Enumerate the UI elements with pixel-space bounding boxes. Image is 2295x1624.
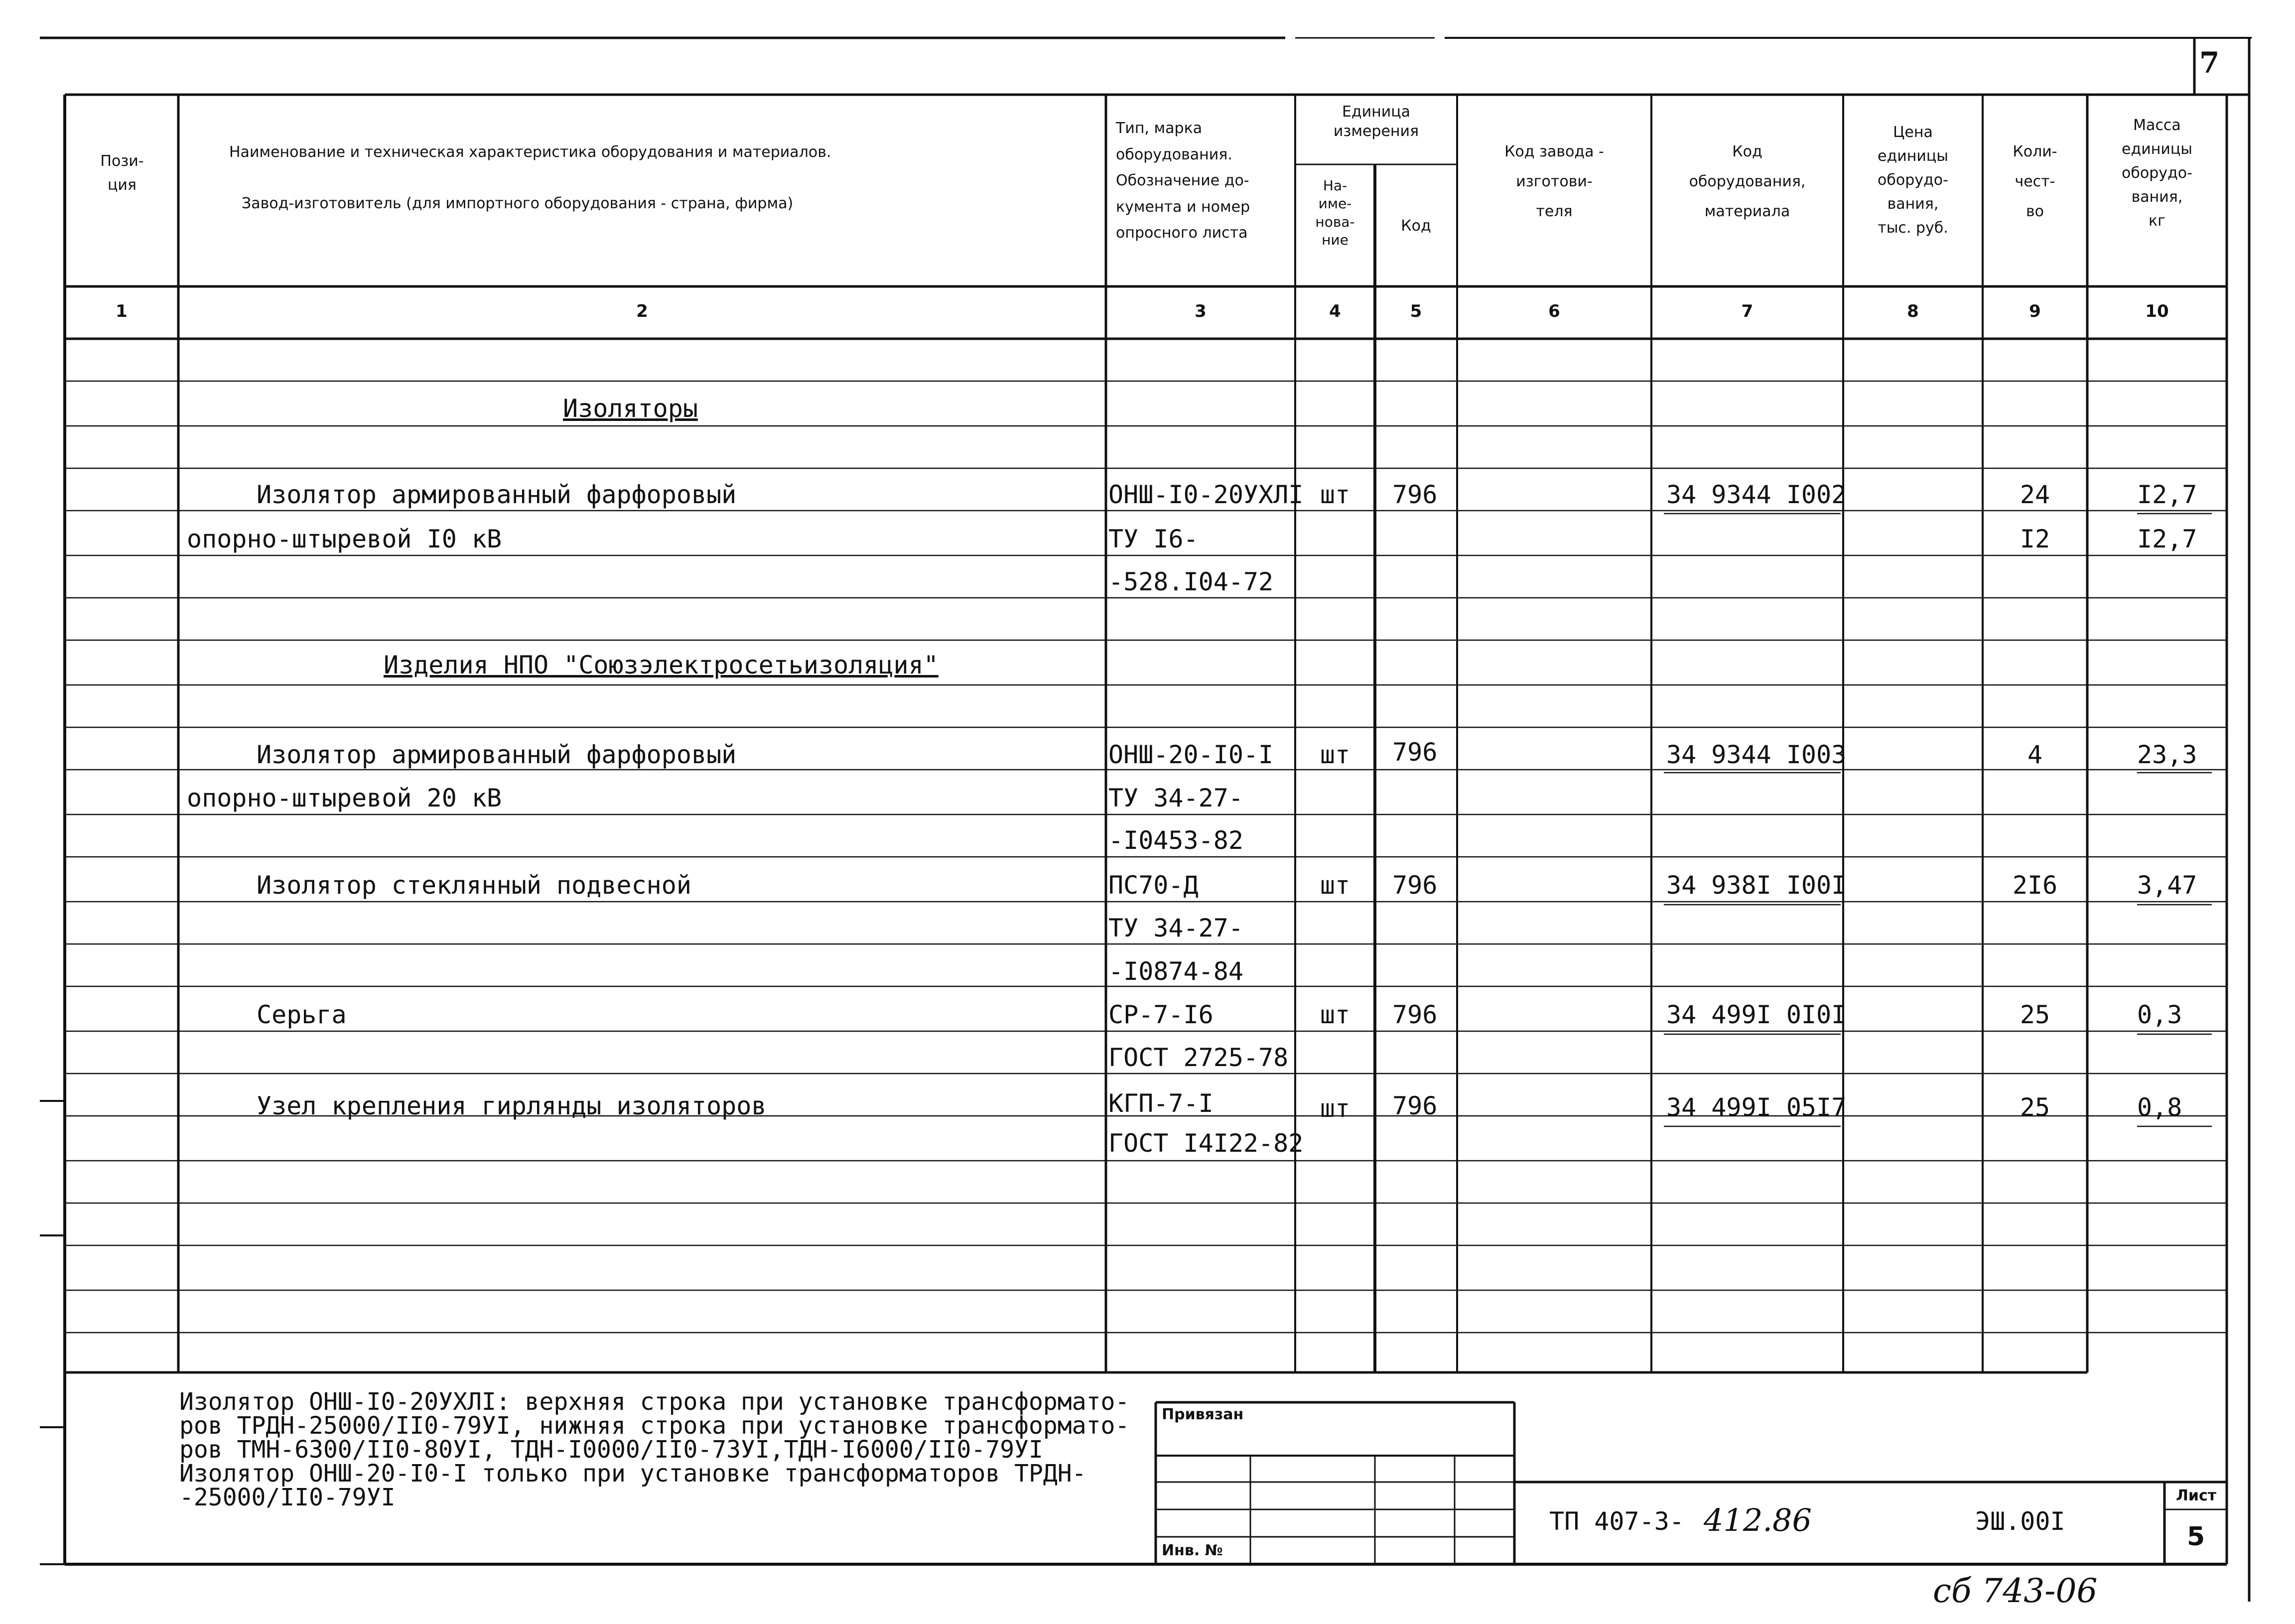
row10-code: 34 499I 0I0I <box>1666 1000 1847 1029</box>
header-position: Пози- ция <box>100 152 144 194</box>
header-type: Тип, марка оборудования. Обозначение до- кумента и номер опросного листа <box>1116 120 1250 242</box>
header-factory-code: Код завода - изготови- теля <box>1504 143 1604 220</box>
col-number-4: 4 <box>1329 301 1341 321</box>
row4-mass: 23,3 <box>2137 740 2197 769</box>
row12-qty: 25 <box>2020 1093 2050 1122</box>
section-heading-npo: Изделия НПО "Союзэлектросетьизоляция" <box>384 651 939 679</box>
doc-code: ТП 407-3- <box>1549 1507 1684 1536</box>
row7-unit-code: 796 <box>1392 871 1438 900</box>
row9-type: -I0874-84 <box>1108 957 1243 986</box>
col-number-5: 5 <box>1410 301 1422 321</box>
row4-qty: 4 <box>2027 740 2043 769</box>
row4-unit-code: 796 <box>1392 738 1438 767</box>
col-number-2: 2 <box>636 301 648 321</box>
row1-type: ОНШ-I0-20УХЛI <box>1108 480 1304 509</box>
row7-mass: 3,47 <box>2137 871 2197 900</box>
row12-name: Узел крепления гирлянды изоляторов <box>257 1091 767 1120</box>
row4-code: 34 9344 I003 <box>1666 740 1847 769</box>
footer-handwritten-note: сб 743-06 <box>1933 1572 2098 1610</box>
page-number: 7 <box>2199 46 2220 80</box>
row7-code: 34 938I I00I <box>1666 871 1847 900</box>
row2-name: опорно-штыревой I0 кВ <box>187 525 502 553</box>
header-price: Цена единицы оборудо- вания, тыс. руб. <box>1878 124 1948 237</box>
row12-mass: 0,8 <box>2137 1093 2182 1122</box>
header-name-line1: Наименование и техническая характеристика оборудования и материалов. <box>229 143 831 161</box>
col-number-8: 8 <box>1907 301 1919 321</box>
row13-type: ГОСТ I4I22-82 <box>1108 1129 1304 1158</box>
row12-type: КГП-7-I <box>1108 1089 1214 1118</box>
note-line-4: Изолятор ОНШ-20-I0-I только при установке трансформаторов ТРДН- <box>179 1460 1086 1488</box>
row11-type: ГОСТ 2725-78 <box>1108 1043 1289 1072</box>
row12-code: 34 499I 05I7 <box>1666 1093 1847 1122</box>
row1-code: 34 9344 I002 <box>1666 480 1847 509</box>
row10-name: Серьга <box>257 1000 347 1029</box>
sheet-list-label: Лист <box>2176 1487 2217 1504</box>
row1-unit-code: 796 <box>1392 480 1438 509</box>
sheet-list-number: 5 <box>2187 1522 2205 1552</box>
sheet-code: ЭШ.00I <box>1975 1507 2065 1536</box>
row2-type: ТУ I6- <box>1108 525 1199 553</box>
row5-name: опорно-штыревой 20 кВ <box>187 784 502 812</box>
row1-unit: шт <box>1320 480 1350 509</box>
row7-unit: шт <box>1320 871 1350 900</box>
row5-type: ТУ 34-27- <box>1108 784 1243 812</box>
row4-name: Изолятор армированный фарфоровый <box>257 740 737 769</box>
row10-unit-code: 796 <box>1392 1000 1438 1029</box>
col-number-10: 10 <box>2145 301 2169 321</box>
row12-unit: шт <box>1320 1094 1350 1123</box>
col-number-7: 7 <box>1741 301 1754 321</box>
row7-type: ПС70-Д <box>1108 871 1199 900</box>
note-line-2: ров ТРДН-25000/II0-79УI, нижняя строка при установке трансформато- <box>179 1412 1130 1440</box>
note-line-3: ров ТМН-6300/II0-80УI, ТДН-I0000/II0-73УI,ТДН-I6000/II0-79УI <box>179 1436 1043 1464</box>
row2-mass: I2,7 <box>2137 525 2197 553</box>
section-heading-insulators: Изоляторы <box>563 394 698 423</box>
header-mass: Масса единицы оборудо- вания, кг <box>2122 117 2192 230</box>
row10-mass: 0,3 <box>2137 1000 2182 1029</box>
row7-qty: 2I6 <box>2012 871 2058 900</box>
row3-type: -528.I04-72 <box>1108 567 1274 596</box>
row7-name: Изолятор стеклянный подвесной <box>257 871 691 900</box>
col-number-9: 9 <box>2029 301 2041 321</box>
row1-mass: I2,7 <box>2137 480 2197 509</box>
stamp-privyazan-label: Привязан <box>1162 1406 1244 1423</box>
row12-unit-code: 796 <box>1392 1091 1438 1120</box>
note-line-5: -25000/II0-79УI <box>179 1484 396 1511</box>
header-unit-code: Код <box>1401 217 1431 235</box>
row1-qty: 24 <box>2020 480 2050 509</box>
header-unit: Единица измерения <box>1333 103 1419 140</box>
header-equipment-code: Код оборудования, материала <box>1689 143 1806 220</box>
row10-qty: 25 <box>2020 1000 2050 1029</box>
header-quantity: Коли- чест- во <box>2013 143 2057 220</box>
row10-type: СР-7-I6 <box>1108 1000 1214 1029</box>
note-line-1: Изолятор ОНШ-I0-20УХЛI: верхняя строка при установке трансформато- <box>179 1388 1130 1416</box>
row10-unit: шт <box>1320 1000 1350 1029</box>
row8-type: ТУ 34-27- <box>1108 914 1243 943</box>
doc-code-handwritten: 412.86 <box>1704 1502 1812 1538</box>
row4-unit: шт <box>1320 740 1350 769</box>
row1-name: Изолятор армированный фарфоровый <box>257 480 737 509</box>
col-number-3: 3 <box>1195 301 1207 321</box>
stamp-inv-label: Инв. № <box>1162 1542 1223 1559</box>
header-name-line2: Завод-изготовитель (для импортного оборудования - страна, фирма) <box>242 195 794 212</box>
row2-qty: I2 <box>2020 525 2050 553</box>
col-number-6: 6 <box>1548 301 1560 321</box>
row4-type: ОНШ-20-I0-I <box>1108 740 1274 769</box>
col-number-1: 1 <box>116 301 128 321</box>
row6-type: -I0453-82 <box>1108 826 1243 855</box>
header-unit-name: На- име- нова- ние <box>1315 177 1355 249</box>
